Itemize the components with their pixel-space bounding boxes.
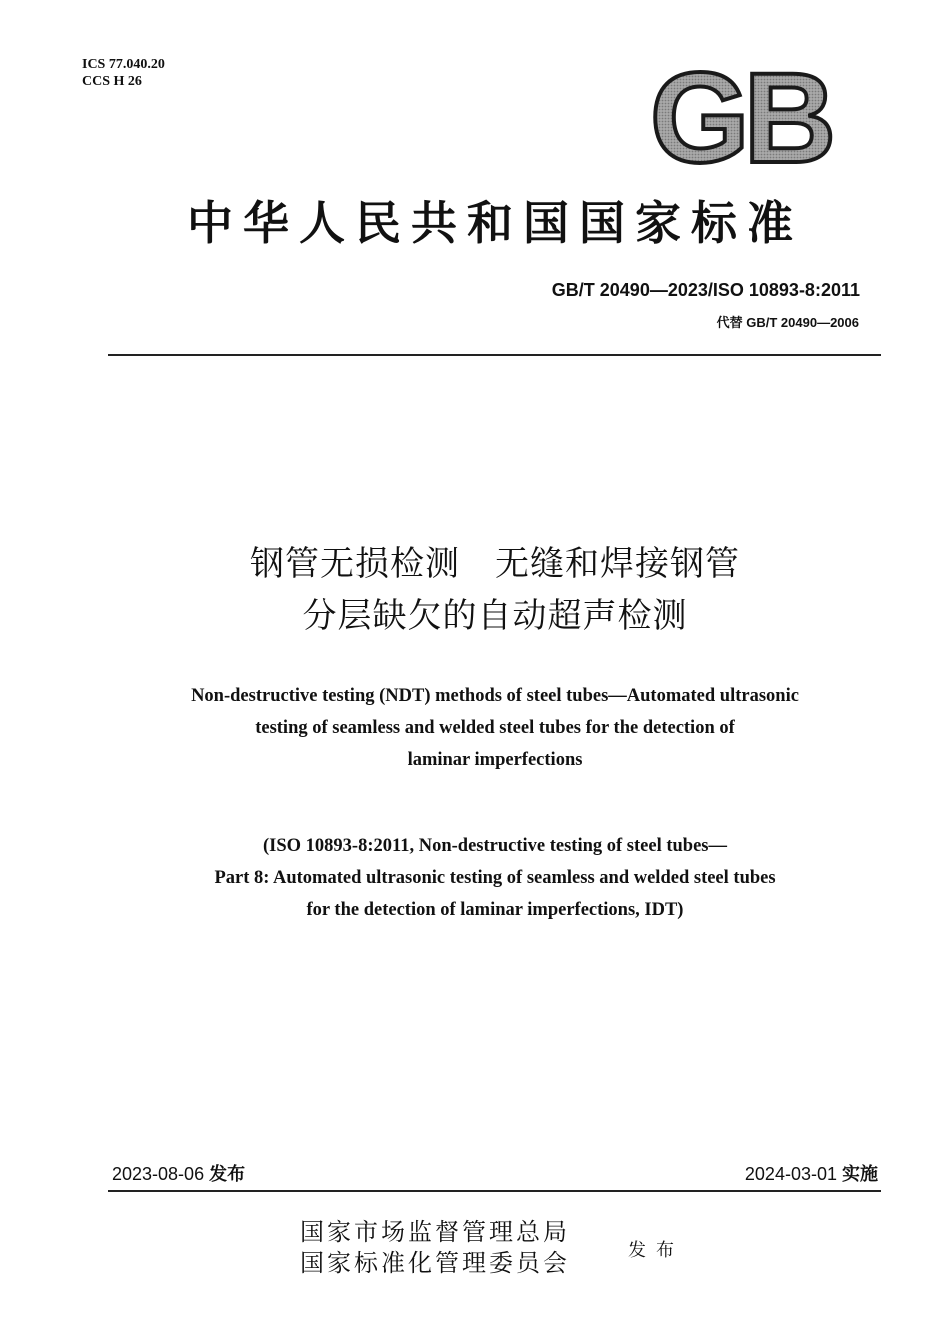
gb-logo-text: GB [650, 66, 830, 172]
english-title-line-2: testing of seamless and welded steel tubes for the detection of [255, 718, 735, 738]
english-title-line-3: laminar imperfections [407, 750, 583, 770]
iso-reference-line-2: Part 8: Automated ultrasonic testing of seamless and welded steel tubes [214, 868, 776, 888]
replaces-number: GB/T 20490—2006 [746, 315, 859, 330]
issuer-samr: 国家市场监督管理总局 [300, 1218, 570, 1246]
implementation-date-value: 2024-03-01 [744, 1164, 837, 1184]
issue-label: 发布 [209, 1164, 246, 1184]
classification-codes [82, 56, 165, 90]
national-standard-title: 中华人民共和国国家标准 [187, 196, 803, 250]
issuer-sac: 国家标准化管理委员会 [300, 1249, 570, 1277]
english-title [100, 680, 890, 776]
issue-date-value: 2023-08-06 [112, 1164, 205, 1184]
chinese-title-line-2: 分层缺欠的自动超声检测 [302, 596, 688, 636]
chinese-title-line-1: 钢管无损检测 无缝和焊接钢管 [250, 544, 740, 584]
gb-logo [640, 66, 840, 172]
issue-date [112, 1160, 245, 1186]
iso-reference-line-3: for the detection of laminar imperfections, IDT) [306, 900, 684, 920]
top-divider [108, 354, 881, 356]
bottom-divider [108, 1190, 881, 1192]
implementation-date [745, 1160, 878, 1186]
iso-reference [100, 830, 890, 926]
replaces-line [717, 312, 859, 331]
replaces-label: 代替 [716, 315, 743, 330]
english-title-line-1: Non-destructive testing (NDT) methods of steel tubes—Automated ultrasonic [191, 686, 799, 706]
standard-number: GB/T 20490—2023/ISO 10893-8:2011 [551, 280, 860, 300]
implementation-label: 实施 [842, 1164, 878, 1184]
ics-code: ICS 77.040.20 [82, 57, 165, 72]
iso-reference-line-1: (ISO 10893-8:2011, Non-destructive testing of steel tubes— [263, 836, 727, 856]
chinese-title [100, 538, 890, 642]
issuing-authorities [300, 1217, 570, 1279]
ccs-code: CCS H 26 [82, 74, 142, 89]
publish-label: 发布 [628, 1240, 684, 1261]
